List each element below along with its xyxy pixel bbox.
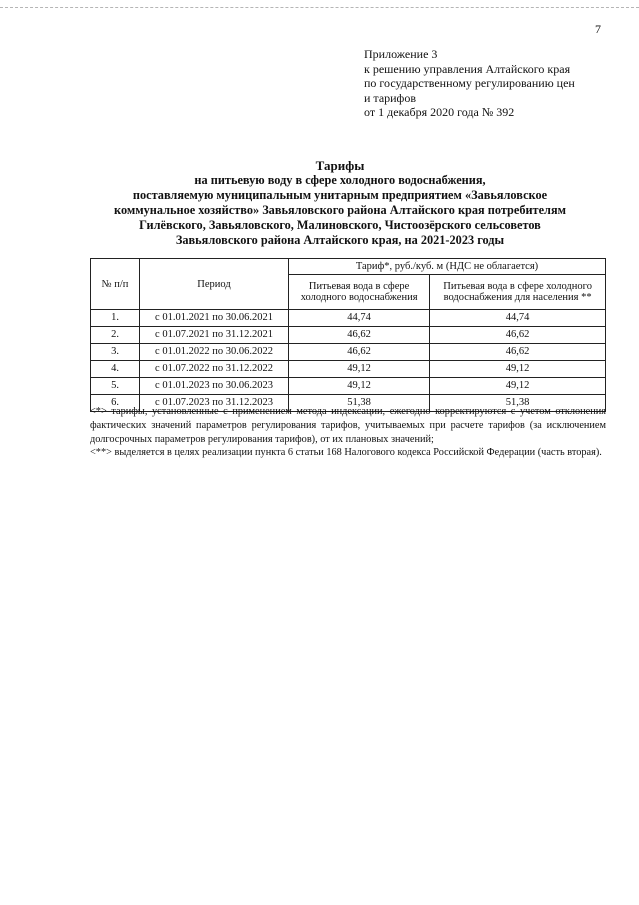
appendix-line: и тарифов: [364, 90, 417, 105]
footnote-tariffs: <*> тарифы, установленные с применением метода индексации, ежегодно корректируются с учетом отклонения фактических значений параметров регулирования тарифов, учитываемых при расчете тарифов (за исключением долгосрочных параметров регулирования тарифов), от их плановых значений;: [90, 406, 606, 445]
table-row: [91, 361, 606, 378]
appendix-line: от 1 декабря 2020 года № 392: [364, 105, 515, 119]
cell-population: 51,38: [430, 395, 606, 412]
cell-general: 46,62: [289, 344, 430, 361]
cell-general: 49,12: [289, 378, 430, 395]
title-line: коммунальное хозяйство» Завьяловского района Алтайского края потребителям: [114, 203, 566, 217]
cell-period: с 01.07.2023 по 31.12.2023: [140, 395, 289, 412]
table-row: [91, 327, 606, 344]
table-row: [91, 344, 606, 361]
footnote-population: <**> выделяется в целях реализации пункта 6 статьи 168 Налогового кодекса Российской Федерации (часть вторая).: [90, 447, 602, 459]
cell-num: 5.: [91, 378, 140, 395]
cell-period: с 01.01.2022 по 30.06.2022: [140, 344, 289, 361]
cell-num: 6.: [91, 395, 140, 412]
document-title: [70, 158, 610, 248]
page-number: 7: [595, 22, 601, 36]
footnotes: [90, 405, 606, 460]
cell-num: 4.: [91, 361, 140, 378]
header-period: Период: [140, 259, 289, 310]
cell-population: 46,62: [430, 327, 606, 344]
title-line: Гилёвского, Завьяловского, Малиновского, Чистоозёрского сельсоветов: [139, 218, 541, 232]
header-num: № п/п: [91, 259, 140, 310]
table-row: [91, 310, 606, 327]
cell-general: 46,62: [289, 327, 430, 344]
cell-num: 2.: [91, 327, 140, 344]
appendix-line: Приложение 3: [364, 47, 438, 61]
cell-population: 44,74: [430, 310, 606, 327]
title-line: на питьевую воду в сфере холодного водоснабжения,: [194, 173, 486, 187]
cell-num: 3.: [91, 344, 140, 361]
cell-num: 1.: [91, 310, 140, 327]
cell-population: 49,12: [430, 378, 606, 395]
appendix-block: [364, 47, 575, 120]
header-col-general: Питьевая вода в сфере холодного водоснабжения: [289, 275, 430, 310]
title-line: Завьяловского района Алтайского края, на 2021-2023 годы: [175, 233, 505, 247]
cell-general: 44,74: [289, 310, 430, 327]
appendix-line: к решению управления Алтайского края: [364, 61, 571, 76]
table-row: [91, 378, 606, 395]
appendix-line: по государственному регулированию цен: [364, 76, 575, 90]
scan-top-edge: [0, 7, 639, 8]
cell-general: 49,12: [289, 361, 430, 378]
title-line: поставляемую муниципальным унитарным предприятием «Завьяловское: [132, 188, 548, 202]
header-col-population: Питьевая вода в сфере холодного водоснабжения для населения **: [430, 275, 606, 310]
cell-period: с 01.01.2021 по 30.06.2021: [140, 310, 289, 327]
header-tariff-group: Тариф*, руб./куб. м (НДС не облагается): [289, 259, 606, 275]
cell-general: 51,38: [289, 395, 430, 412]
cell-period: с 01.01.2023 по 30.06.2023: [140, 378, 289, 395]
cell-population: 49,12: [430, 361, 606, 378]
title-main: Тарифы: [315, 158, 365, 173]
cell-period: с 01.07.2022 по 31.12.2022: [140, 361, 289, 378]
tariff-table: [90, 258, 606, 412]
cell-period: с 01.07.2021 по 31.12.2021: [140, 327, 289, 344]
cell-population: 46,62: [430, 344, 606, 361]
